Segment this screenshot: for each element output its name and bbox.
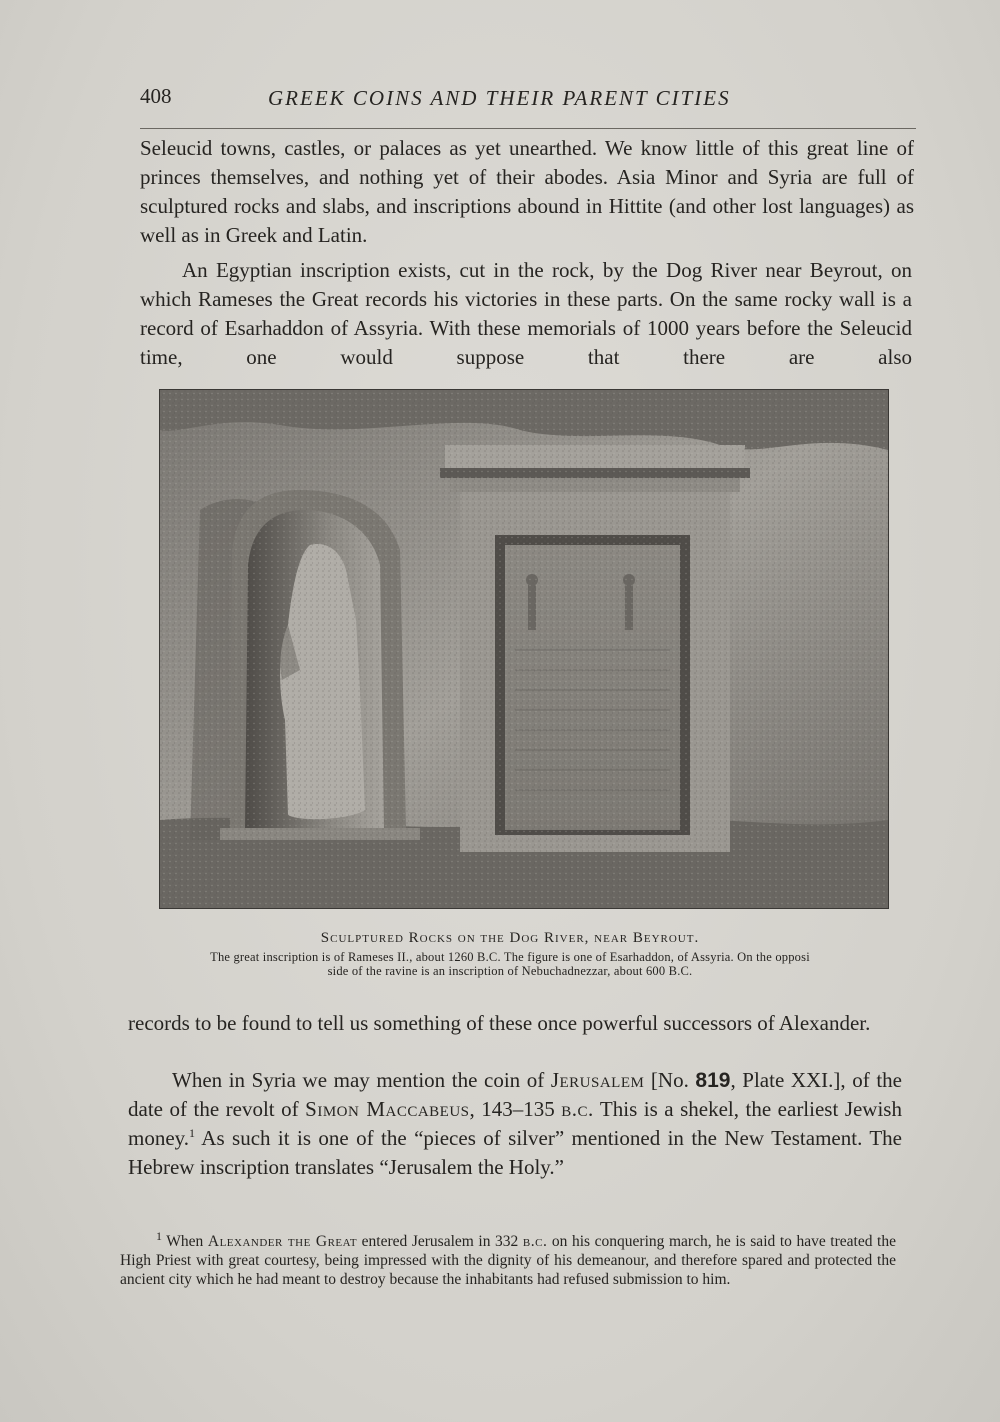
rock-relief-illustration (160, 390, 888, 908)
footnote (120, 1228, 896, 1289)
figure-caption-text (120, 950, 900, 978)
footnote-reference[interactable]: 1 (189, 1126, 196, 1140)
figure-caption-title: Sculptured Rocks on the Dog River, near Beyrout. (320, 930, 700, 946)
footnote-marker: 1 (156, 1228, 162, 1243)
paragraph-4-text: [No. (644, 1068, 696, 1092)
coin-number: 819 (695, 1069, 731, 1092)
paragraph-1: Seleucid towns, castles, or palaces as yet unearthed. We know little of this great line of princes themselves, and nothing yet of their abodes. Asia Minor and Syria are full of sculptured rocks and slabs, and inscriptions abound in Hittite (and other lost languages) as well as in Greek and Latin. (140, 136, 914, 247)
header-rule (140, 128, 916, 129)
paragraph-3: records to be found to tell us something of these once powerful successors of Alexander. (128, 1011, 871, 1035)
paragraph-4-text: When in Syria we may mention the coin of (172, 1068, 551, 1092)
page-number: 408 (140, 84, 172, 108)
dog-river-photograph (159, 389, 889, 909)
page-header (140, 80, 916, 120)
paragraph-2: An Egyptian inscription exists, cut in the rock, by the Dog River near Beyrout, on which Rameses the Great records his victories in these parts. On the same rocky wall is a record of Esarhaddon of Assyria. With these memorials of 1000 years before the Seleucid time, one would suppose that there are also (140, 258, 912, 369)
paragraph-4-text: , 143–135 (469, 1097, 562, 1121)
simon-maccabeus-term: Simon Maccabeus (305, 1097, 470, 1121)
paragraph-4-text: , Plate XXI.], of the date of the revolt of (128, 1068, 902, 1121)
bc-term: b.c. (561, 1097, 594, 1121)
caption-line-2: side of the ravine is an inscription of Nebuchadnezzar, about 600 B.C. (327, 964, 693, 978)
paragraph-4 (128, 1066, 902, 1182)
bc-term: b.c. (522, 1233, 548, 1250)
footnote-text: on his conquering march, he is said to have treated the High Priest with great courtesy, being impressed with the dignity of his demeanour, and therefore spared and protected the ancient city which he had meant to destroy because the inhabitants had refused submission to him. (120, 1233, 896, 1288)
paragraph-4-text: This is a shekel, the earliest Jewish money. (128, 1097, 902, 1150)
alexander-term: Alexander the Great (207, 1233, 358, 1250)
jerusalem-term: Jerusalem (550, 1068, 645, 1092)
caption-line-1: The great inscription is of Rameses II., about 1260 B.C. The figure is one of Esarhaddon, of Assyria. On the opposi (210, 950, 810, 964)
footnote-text: entered Jerusalem in 332 (357, 1233, 523, 1250)
footnote-text: When (162, 1233, 208, 1250)
paragraph-4-text: As such it is one of the “pieces of silver” mentioned in the New Testament. The Hebrew inscription translates “Jerusalem the Holy.” (128, 1126, 902, 1179)
running-title: GREEK COINS AND THEIR PARENT CITIES (268, 86, 731, 110)
